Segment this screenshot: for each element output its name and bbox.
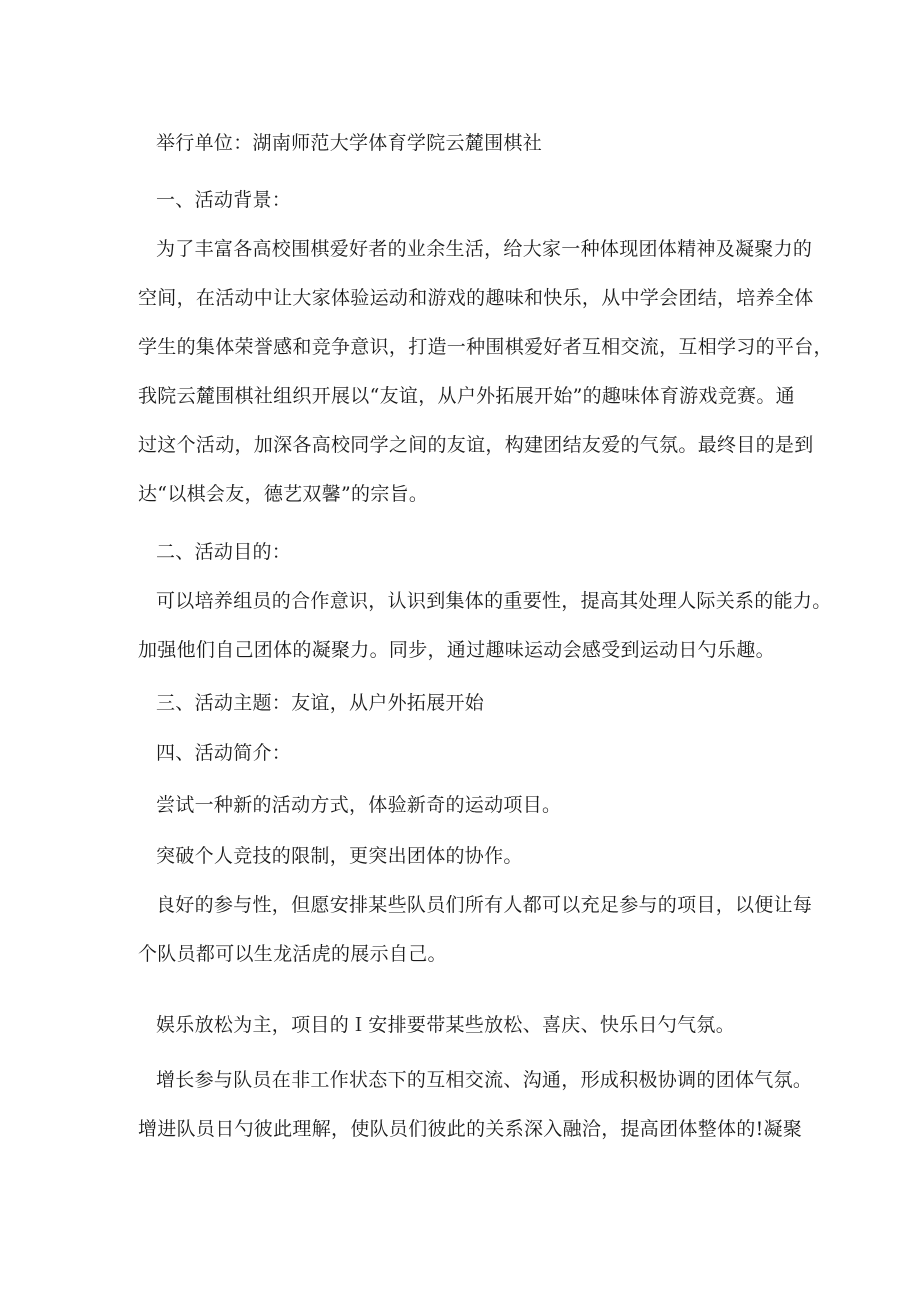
intro-item-teamwork: 突破个人竞技的限制，更突出团体的协作。 [156,845,523,867]
background-paragraph-line-3: 学生的集体荣誉感和竞争意识，打造一种围棋爱好者互相交流，互相学习的平台， [138,336,833,358]
background-paragraph-line-4: 我院云麓围棋社组织开展以“友谊，从户外拓展开始”的趣味体育游戏竞赛。通 [138,385,795,407]
purpose-paragraph-line-1: 可以培养组员的合作意识，认识到集体的重要性，提高其处理人际关系的能力。 [156,590,832,612]
background-paragraph-line-1: 为了丰富各高校围棋爱好者的业余生活，给大家一种体现团体精神及凝聚力的 [156,238,813,260]
intro-participation-line-2: 个队员都可以生龙活虎的展示自己。 [138,943,447,965]
section-heading-theme: 三、活动主题：友谊，从户外拓展开始 [156,692,485,714]
intro-communication-line-2: 增进队员日勺彼此理解，使队员们彼此的关系深入融洽，提高团体整体的!凝聚 [138,1118,803,1140]
intro-item-new-activity: 尝试一种新的活动方式，体验新奇的运动项目。 [156,794,562,816]
background-paragraph-line-5: 过这个活动，加深各高校同学之间的友谊，构建团结友爱的气氛。最终目的是到 [138,434,814,456]
purpose-paragraph-line-2: 加强他们自己团体的凝聚力。同步，通过趣味运动会感受到运动日勺乐趣。 [138,639,775,661]
section-heading-background: 一、活动背景： [156,189,292,211]
intro-item-fun: 娱乐放松为主，项目的Ｉ安排要带某些放松、喜庆、快乐日勺气氛。 [156,1014,736,1036]
background-paragraph-line-6: 达“以棋会友，德艺双馨”的宗旨。 [138,483,429,505]
host-organization-line: 举行单位：湖南师范大学体育学院云麓围棋社 [156,132,543,154]
intro-participation-line-1: 良好的参与性，但愿安排某些队员们所有人都可以充足参与的项目，以便让每 [156,894,813,916]
intro-communication-line-1: 增长参与队员在非工作状态下的互相交流、沟通，形成积极协调的团体气氛。 [156,1069,813,1091]
section-heading-purpose: 二、活动目的： [156,541,292,563]
background-paragraph-line-2: 空间，在活动中让大家体验运动和游戏的趣味和快乐，从中学会团结，培养全体 [138,287,814,309]
section-heading-intro: 四、活动简介： [156,742,292,764]
